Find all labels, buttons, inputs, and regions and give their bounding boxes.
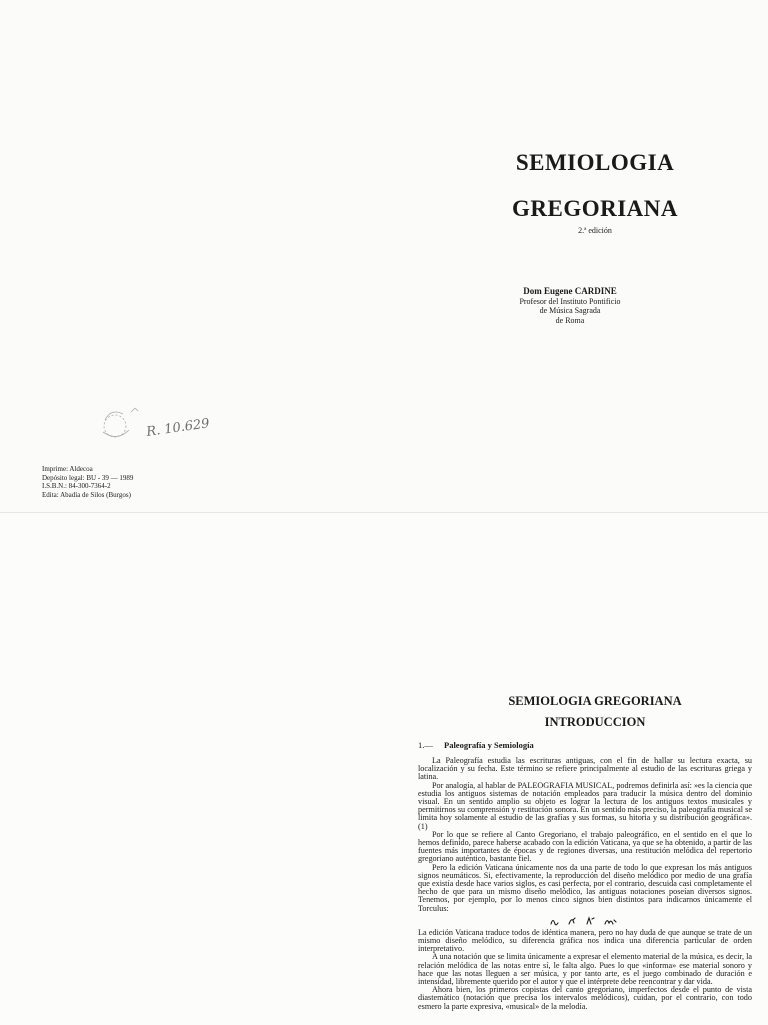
paragraph: La Paleografía estudia las escrituras antiguas, con el fin de hallar su lectura exacta, su localización y su fecha. Este término se refiere principalmente al estudio de las escrituras griega y latina. [418, 756, 752, 782]
author-affiliation-line: Profesor del Instituto Pontificio [519, 296, 621, 306]
book-title-line1: SEMIOLOGIA [515, 150, 675, 175]
paragraph: La edición Vaticana traduce todos de idéntica manera, pero no hay duda de que aunque se trate de un mismo diseño melódico, su diferencia gráfica nos indica una diferencia particular de orden interpretativo. [418, 927, 752, 954]
imprint-block [42, 465, 133, 499]
section-heading [418, 740, 534, 750]
author-affiliation-line: de Música Sagrada [539, 306, 601, 315]
imprint-line: Edita: Abadía de Silos (Burgos) [42, 490, 131, 499]
author-name: Dom Eugene CARDINE [523, 286, 617, 296]
edition-label: 2.ª edición [578, 226, 612, 235]
paragraph: Por analogía, al hablar de PALEOGRAFIA MUSICAL, podremos definirla así: »es la ciencia que estudia los antiguos sistemas de notación empleados para traducir la música dentro del dominio visual. En un sentido amplio su objeto es lograr la lectura de los antiguos textos musicales y permitirnos su comprensión y restitución sonora. En un sentido más preciso, la paleografía musical se limita hoy solamente al estudio de las grafías y sus formas, su hitoria y su distribución geográfica». (1) [418, 780, 752, 831]
imprint-line: Imprime: Aldecoa [42, 465, 93, 473]
paragraph: A una notación que se limita únicamente a expresar el elemento material de la música, es decir, la relación melódica de las notas entre sí, le falta algo. Pues lo que «informa» ese material sonoro y hace que las notas lleguen a ser música, y por tanto arte, es el juego combinado de duración e intensidad, libremente querido por el autor y que el intérprete debe reencontrar y dar vida. [418, 952, 752, 987]
paragraph: Ahora bien, los primeros copistas del canto gregoriano, imperfectos desde el punto de vista diastemático (notación que precisa los intervalos melódicos), cuidan, por el contrario, con todo esmero la parte expresiva, «musical» de la melodía. [418, 985, 752, 1011]
stamp-text: R. 10.629 [145, 416, 211, 440]
chapter-subtitle: INTRODUCCION [544, 715, 646, 729]
torculus-neumes-icon [418, 916, 752, 926]
author-block [470, 287, 670, 325]
section-title: Paleografía y Semiología [444, 740, 534, 750]
body-text [418, 757, 752, 1011]
cover-page [0, 0, 768, 512]
imprint-line: I.S.B.N.: 84-300-7364-2 [42, 482, 111, 491]
section-number: 1.— [418, 740, 433, 750]
library-stamp-icon [95, 400, 235, 450]
paragraph: Pero la edición Vaticana únicamente nos da una parte de todo lo que expresan los más antiguos signos neumáticos. Si, efectivamente, la reproducción del diseño melódico por medio de una grafía que existía desde hace varios siglos, es casi perfecta, por el contrario, descuida casi completamente el hecho de que para un mismo diseño melódico, las antiguas notaciones poseían diversos signos. Tenemos, por ejemplo, por lo menos cinco signos bien distintos para indicarnos únicamente el Torculus: [418, 862, 752, 913]
author-affiliation-line: de Roma [555, 315, 585, 325]
imprint-line: Depósito legal: BU - 39 — 1989 [42, 473, 134, 482]
chapter-title: SEMIOLOGIA GREGORIANA [508, 694, 682, 708]
book-title-line2: GREGORIANA [511, 196, 678, 221]
paragraph: Por lo que se refiere al Canto Gregoriano, el trabajo paleográfico, en el sentido en el que lo hemos definido, parece haberse acabado con la edición Vaticana, ya que se ha obtenido, a partir de las fuentes más importantes de épocas y de regiones diversas, una restitución melódica del repertorio gregoriano auténtico, bastante fiel. [418, 829, 752, 864]
